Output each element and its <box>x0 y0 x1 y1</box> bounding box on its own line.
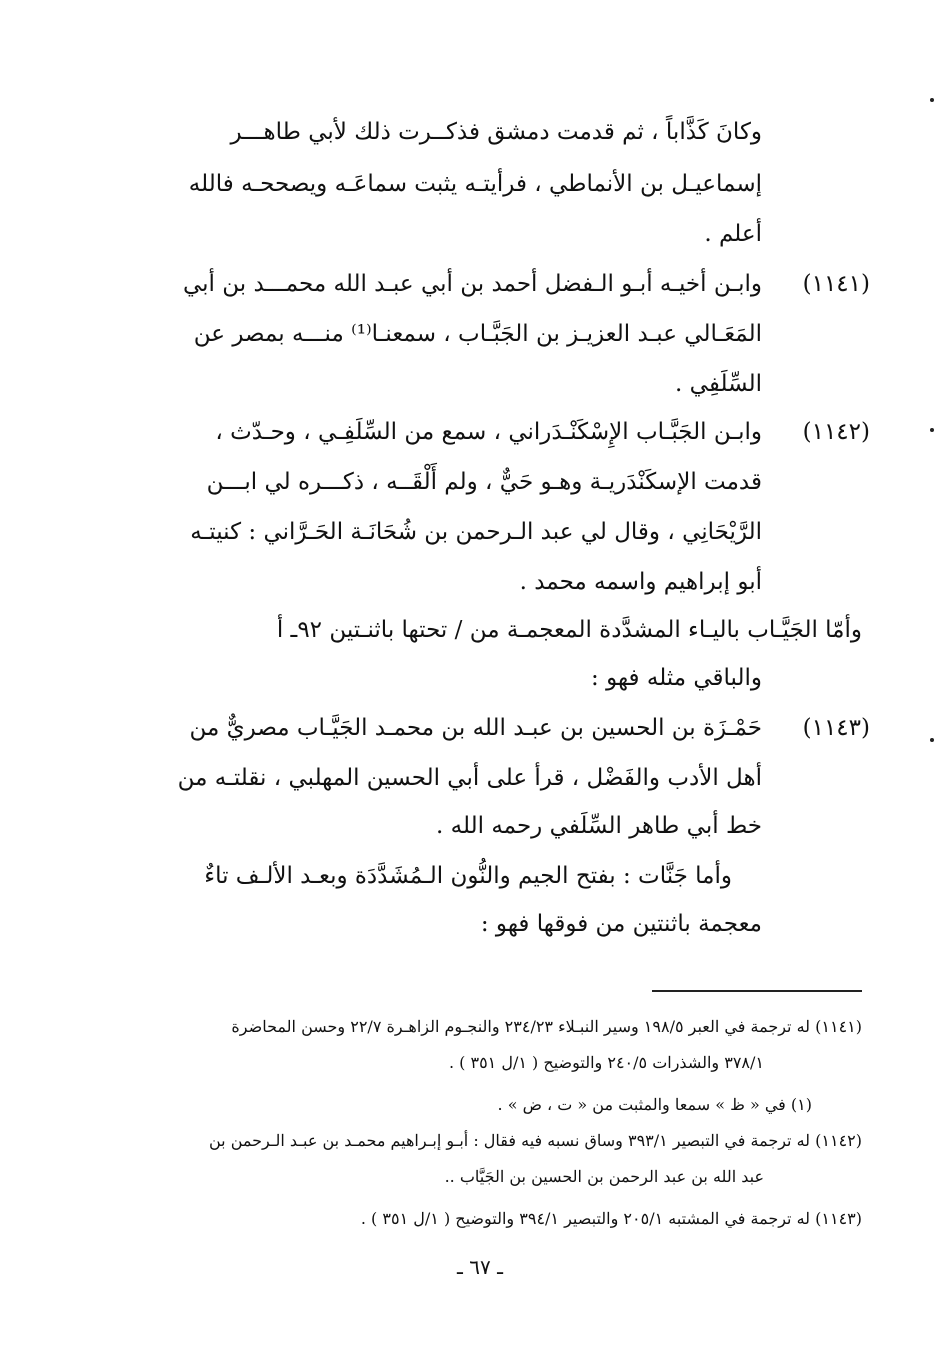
footnote-separator <box>652 990 862 992</box>
text-line: المَعَـالي عبـد العزيـز بن الجَبَّـاب ، سمعنـا⁽¹⁾ منـــه بمصر عن <box>193 321 762 347</box>
margin-dot <box>930 738 934 742</box>
text-line: معجمة باثنتين من فوقها فهو : <box>480 911 762 937</box>
text-line: وابـن الجَبَّـاب الإِسْكَنْـدَراني ، سمع من السِّلَفِـي ، وحـدّث ، <box>215 419 762 445</box>
text-line: خط أبي طاهر السِّلَفي رحمه الله . <box>436 813 762 839</box>
text-line: الرَّيْحَانِي ، وقال لي عبد الـرحمن بن شُحَانَـة الحَـرَّاني : كنيتـه <box>190 519 762 545</box>
text-line: وأمّا الجَيَّـاب باليـاء المشدَّدة المعجمـة من / تحتها باثنـتين ٩٢ـ أ <box>276 617 862 643</box>
text-line: أهل الأدب والفَضْل ، قرأ على أبي الحسين المهلبي ، نقلتـه من <box>177 765 762 791</box>
footnote-line: (١١٤٢) له ترجمة في التبصير ٣٩٣/١ وساق نسبه فيه فقال : أبـو إبـراهيم محمـد بن عبـد الـرحمن بن <box>208 1131 862 1150</box>
text-line: وابـن أخيـه أبـو الـفضل أحمد بن أبي عبـد الله محمـــد بن أبي <box>182 271 762 297</box>
margin-dot <box>930 428 934 432</box>
footnote-line: (١) في « ظ » سمعا والمثبت من « ت ، ض » . <box>497 1095 812 1114</box>
text-line: حَمْـزَة بن الحسين بن عبـد الله بن محمـد الجَيَّـاب مصريٌّ من <box>189 715 762 741</box>
text-line: والباقي مثله فهو : <box>591 665 762 691</box>
footnote-line: ٣٧٨/١ والشذرات ٢٤٠/٥ والتوضيح ( ١/ل ٣٥١ ) . <box>448 1053 764 1072</box>
footnote-line: عبد الله بن عبد الرحمن بن الحسين بن الجَيَّاب .. <box>444 1167 764 1186</box>
text-line: وأما جَنَّات : بفتح الجيم والنُّون الـمُشَدَّدَة وبعـد الألـف تاءٌ <box>204 863 732 889</box>
margin-dot <box>930 98 934 102</box>
entry-number: (١١٤٣) <box>802 715 870 741</box>
footnote-line: (١١٤١) له ترجمة في العبر ١٩٨/٥ وسير النبـلاء ٢٣٤/٢٣ والنجـوم الزاهـرة ٢٢/٧ وحسن المحاضرة <box>231 1017 862 1036</box>
text-line: إسماعيـل بن الأنماطي ، فرأيتـه يثبت سماعَـه ويصححـه فالله <box>188 171 762 197</box>
text-line: أبو إبراهيم واسمه محمد . <box>519 569 762 595</box>
entry-number: (١١٤١) <box>802 271 870 297</box>
text-line: قدمت الإسكَنْدَريـة وهـو حَيٌّ ، ولم أَلْقَــه ، ذكـــره لي ابـــن <box>206 469 762 495</box>
text-line: السِّلَفِي . <box>675 371 762 397</box>
entry-number: (١١٤٢) <box>802 419 870 445</box>
page-number: ـ ٦٧ ـ <box>457 1255 503 1279</box>
footnote-line: (١١٤٣) له ترجمة في المشتبه ٢٠٥/١ والتبصير ٣٩٤/١ والتوضيح ( ١/ل ٣٥١ ) . <box>360 1209 862 1228</box>
text-line: أعلم . <box>704 221 762 247</box>
text-line: وكانَ كَذَّاباً ، ثم قدمت دمشق فذكــرت ذلك لأبي طاهـــر <box>230 119 762 145</box>
